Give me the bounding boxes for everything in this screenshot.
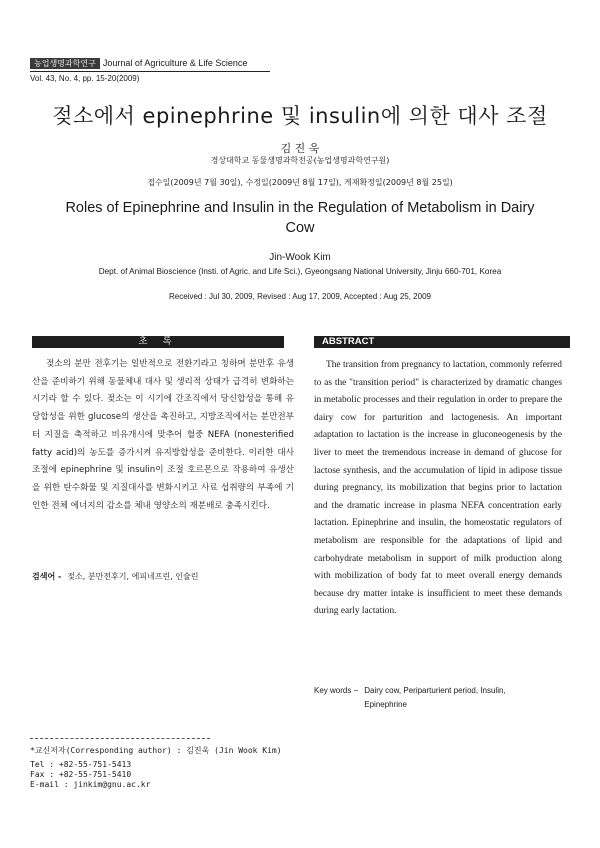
affiliation-korean: 경상대학교 동물생명과학전공(농업생명과학연구원) (210, 156, 390, 165)
dates-korean: 접수일(2009년 7월 30일), 수정일(2009년 8월 17일), 게재확정일(2009년 8월 25일) (147, 178, 453, 187)
footnote-corresponding-author: *교신저자(Corresponding author) : 김진욱 (Jin Wook Kim) (30, 746, 282, 755)
keywords-korean-label: 검색어 - (32, 572, 62, 581)
title-english: Roles of Epinephrine and Insulin in the Regulation of Metabolism in Dairy Cow (65, 200, 535, 236)
title-korean: 젖소에서 epinephrine 및 insulin에 의한 대사 조절 (52, 104, 548, 128)
footnote-tel: Tel : +82-55-751-5413 (30, 760, 132, 769)
journal-badge: 농업생명과학연구 (30, 58, 100, 69)
keywords-english-label: Key words − (314, 686, 359, 695)
abstract-korean-body: 젖소의 분만 전후기는 일반적으로 전환기라고 칭하며 분만후 유생산을 준비하기 위해 동물체내 대사 및 생리적 상태가 급격히 변화하는 시기라 할 수 있다. 젖소는 이 시기에 간조직에서 당신합성을 통해 유당합성을 위한 glucose의 생산을 촉진하고, 지방조직에서는 분만전부터 지질을 축적하고 비유개시에 맞추어 혈중 NEFA (nonesterified fatty acid)의 농도를 증가시켜 유지방합성을 준비한다. 이러한 대사조절에 epinephrine 및 insulin이 조절 호르몬으로 작용하여 유생산을 위한 탄수화물 및 지질대사를 변화시키고 사료 섭취량의 부족에 기인한 전체 에너지의 감소를 체내 영양소의 재분배로 충족시킨다. (32, 359, 294, 511)
keywords-korean-values: 젖소, 분만전후기, 에피네프린, 인슐린 (67, 572, 199, 581)
affiliation-english: Dept. of Animal Bioscience (Insti. of Agric. and Life Sci.), Gyeongsang National University, Jinju 660-701, Korea (98, 267, 502, 276)
author-korean: 김 진 욱 (280, 142, 320, 155)
journal-name: Journal of Agriculture & Life Science (102, 58, 248, 68)
keywords-english (314, 684, 562, 712)
journal-header (30, 58, 247, 69)
keywords-korean (32, 571, 294, 582)
keywords-english-values: Dairy cow, Periparturient period, Insulin, Epinephrine (364, 686, 506, 709)
dates-english: Received : Jul 30, 2009, Revised : Aug 17, 2009, Accepted : Aug 25, 2009 (169, 292, 431, 301)
abstract-english-heading: ABSTRACT (314, 336, 570, 348)
footnote-fax: Fax : +82-55-751-5410 (30, 770, 132, 779)
header-rule (30, 71, 270, 72)
footnote-divider (30, 738, 210, 739)
abstract-english-body: The transition from pregnancy to lactation, commonly referred to as the "transition period" is characterized by dramatic changes in metabolic processes and their regulation in order to prepare the dairy cow for parturition and lactogenesis. An important adaptation to lactation is the increase in gluconeogenesis by the liver to meet the tremendous increase in demand of glucose for lactose synthesis, and the accumulation of lipid in adipose tissue during pregnancy, its mobilization that begins prior to lactation and the dramatic increase in plasma NEFA concentration early lactation. Epinephrine and insulin, the homeostatic regulators of metabolism are responsible for the adaptations of lipid and carbohydrate metabolism in support of milk production along with mobilization of body fat to meet overall energy demands because dry matter intake is insufficient to meet these demands during early lactation. (314, 360, 562, 617)
author-english: Jin-Wook Kim (269, 252, 331, 263)
abstract-korean-heading: 초 록 (32, 336, 284, 348)
footnote-email: E-mail : jinkim@gnu.ac.kr (30, 780, 151, 789)
volume-info: Vol. 43, No. 4, pp. 15-20(2009) (30, 74, 140, 83)
